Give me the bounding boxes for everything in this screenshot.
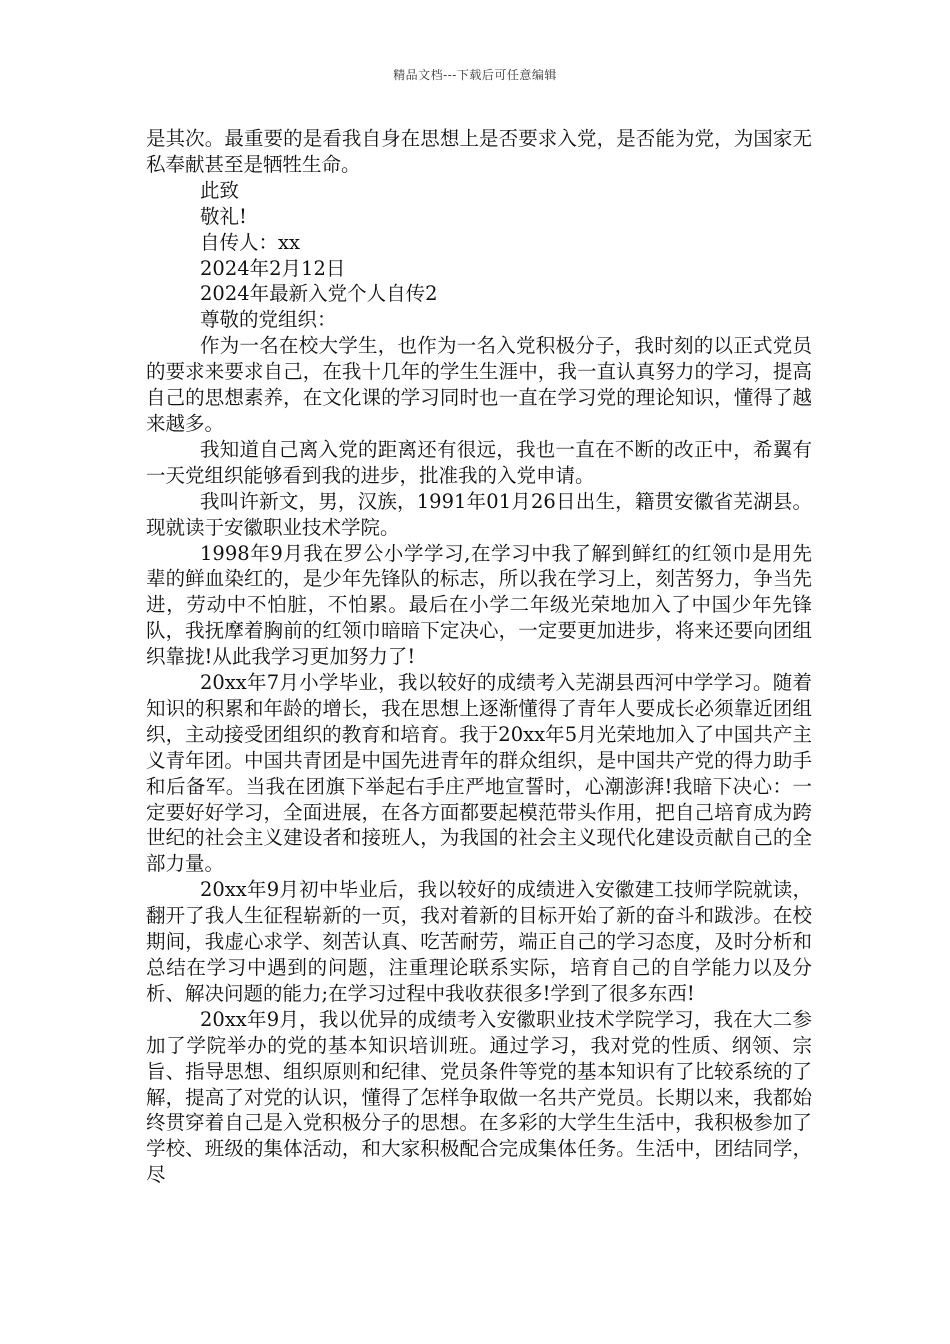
paragraph-continuation: 是其次。最重要的是看我自身在思想上是否要求入党，是否能为党，为国家无私奉献甚至是牺牲生命。 bbox=[146, 127, 812, 176]
paragraph-date: 2024年2月12日 bbox=[200, 256, 346, 280]
paragraph-greeting: 尊敬的党组织： bbox=[200, 308, 337, 332]
paragraph-body: 我知道自己离入党的距离还有很远，我也一直在不断的改正中，希翼有一天党组织能够看到我的进步，批准我的入党申请。 bbox=[146, 437, 812, 487]
document-body bbox=[146, 126, 812, 1188]
paragraph-body: 20xx年9月初中毕业后，我以较好的成绩进入安徽建工技师学院就读，翻开了我人生征程崭新的一页，我对着新的目标开始了新的奋斗和跋涉。在校期间，我虚心求学、刻苦认真、吃苦耐劳，端正自己的学习态度，及时分析和总结在学习中遇到的问题，注重理论联系实际，培育自己的自学能力以及分析、解决问题的能力;在学习过程中我收获很多!学到了很多东西! bbox=[146, 878, 812, 1005]
paragraph-body: 1998年9月我在罗公小学学习,在学习中我了解到鲜红的红领巾是用先辈的鲜血染红的，是少年先锋队的标志，所以我在学习上，刻苦努力，争当先进，劳动中不怕脏，不怕累。最后在小学二年级光荣地加入了中国少年先锋队，我抚摩着胸前的红领巾暗暗下定决心，一定要更加进步，将来还要向团组织靠拢!从此我学习更加努力了! bbox=[146, 541, 812, 669]
paragraph-body: 20xx年7月小学毕业，我以较好的成绩考入芜湖县西河中学学习。随着知识的积累和年龄的增长，我在思想上逐渐懂得了青年人要成长必须靠近团组织，主动接受团组织的教育和培育。我于20xx年5月光荣地加入了中国共产主义青年团。中国共青团是中国先进青年的群众组织，是中国共产党的得力助手和后备军。当我在团旗下举起右手庄严地宣誓时，心潮澎湃!我暗下决心：一定要好好学习，全面进展，在各方面都要起模范带头作用，把自己培育成为跨世纪的社会主义建设者和接班人，为我国的社会主义现代化建设贡献自己的全部力量。 bbox=[146, 671, 812, 876]
page-header: 精品文档---下载后可任意编辑 bbox=[393, 68, 557, 82]
paragraph-author: 自传人：xx bbox=[200, 230, 300, 254]
paragraph-body: 我叫许新文，男，汉族，1991年01月26日出生，籍贯安徽省芜湖县。现就读于安徽职业技术学院。 bbox=[146, 489, 812, 539]
paragraph-salutation-zhizhi: 此致 bbox=[200, 178, 240, 202]
section-title: 2024年最新入党个人自传2 bbox=[200, 282, 438, 306]
paragraph-body: 作为一名在校大学生，也作为一名入党积极分子，我时刻的以正式党员的要求来要求自己，在我十几年的学生生涯中，我一直认真努力的学习，提高自己的思想素养，在文化课的学习同时也一直在学习党的理论知识，懂得了越来越多。 bbox=[146, 334, 812, 435]
paragraph-salutation-jingli: 敬礼! bbox=[200, 204, 247, 228]
paragraph-body: 20xx年9月，我以优异的成绩考入安徽职业技术学院学习，我在大二参加了学院举办的党的基本知识培训班。通过学习，我对党的性质、纲领、宗旨、指导思想、组织原则和纪律、党员条件等党的基本知识有了比较系统的了解，提高了对党的认识，懂得了怎样争取做一名共产党员。长期以来，我都始终贯穿着自己是入党积极分子的思想。在多彩的大学生生活中，我积极参加了学校、班级的集体活动，和大家积极配合完成集体任务。生活中，团结同学，尽 bbox=[146, 1007, 812, 1187]
